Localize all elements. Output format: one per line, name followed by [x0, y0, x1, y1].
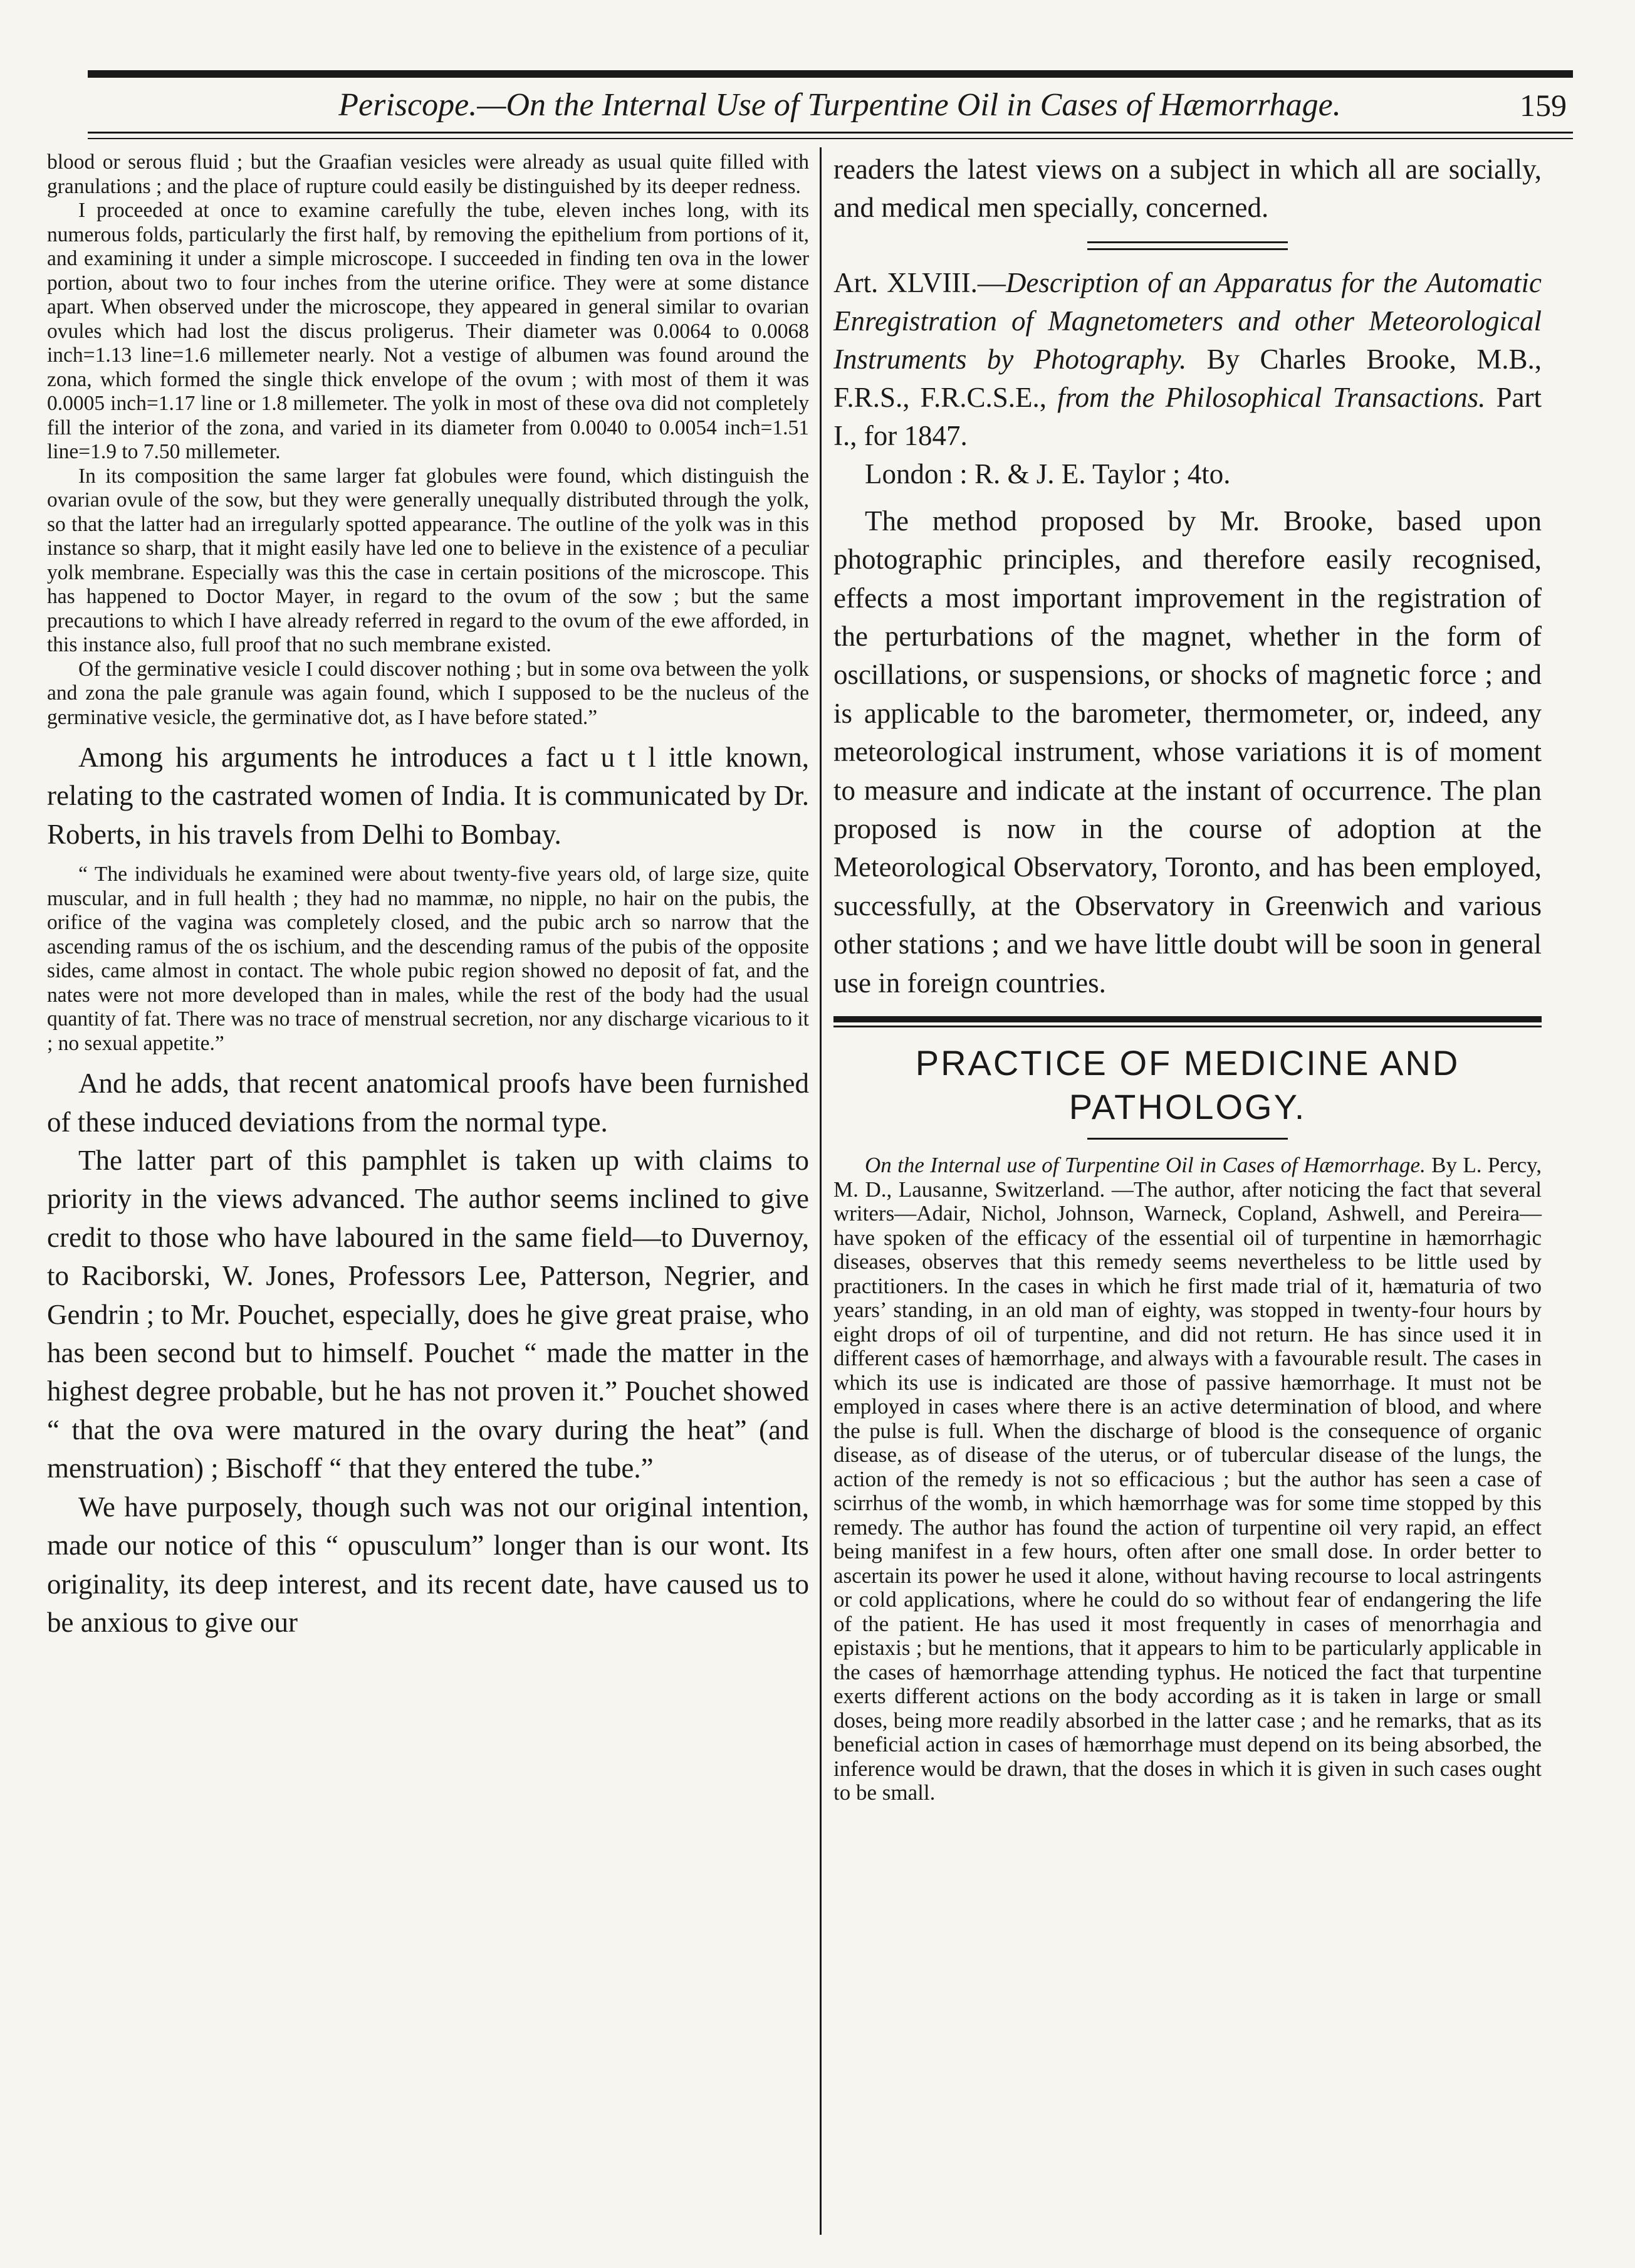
article-from: from: [1057, 381, 1110, 413]
section-rule: [833, 1016, 1542, 1022]
header-rule-2: [88, 138, 1573, 139]
article-label: Art. XLVIII.—: [833, 266, 1006, 298]
abstract-body: —The author, after noticing the fact that several writers—Adair, Nichol, Johnson, Warneck, Copland, Ashwell, and Pereira—have spoken of the efficacy of the essential oil of turpentine in hæmorrhagic diseases, observes that this remedy seems nevertheless to be little used by practitioners. In the cases in which he first made trial of it, hæmaturia of two years’ standing, in an old man of eighty, was stopped in twenty-four hours by eight drops of oil of turpentine, and did not return. He has since used it in different cases of hæmorrhage, and always with a favourable result. The cases in which its use is indicated are those of passive hæmorrhage. It must not be employed in cases where there is an active determination of blood, and where the pulse is full. When the discharge of blood is the consequence of organic disease, as of disease of the uterus, or of tubercular disease of the lungs, the action of the remedy is not so efficacious ; but the author has seen a case of scirrhus of the womb, in which hæmorrhage was for some time stopped by this remedy. The author has found the action of turpentine oil very rapid, an effect being manifest in a few hours, often after one small dose. In order better to ascertain its power he used it alone, without having recourse to local astringents or cold applications, where he could do so without fear of endangering the life of the patient. He has used it most frequently in cases of menorrhagia and epistaxis ; but he mentions, that it appears to him to be particularly applicable in the cases of hæmorrhage attending typhus. He noticed the fact that turpentine exerts different actions on the body according as it is taken in large or small doses, being more readily absorbed in the latter case ; and he remarks, that as its beneficial action in cases of hæmorrhage must depend on its being absorbed, the inference would be drawn, that the doses in which it is given in such cases ought to be small.: [833, 1177, 1542, 1805]
right-column: [833, 150, 1542, 1805]
running-head: Periscope.—On the Internal Use of Turpentine Oil in Cases of Hæmorrhage.: [338, 87, 1341, 123]
body-paragraph: And he adds, that recent anatomical proofs have been furnished of these induced deviations from the normal type.: [47, 1068, 809, 1138]
article-source: the Philosophical Transactions.: [1120, 381, 1486, 413]
article-publisher: London : R. & J. E. Taylor ; 4to.: [865, 458, 1231, 490]
body-paragraph: The latter part of this pamphlet is taken up with claims to priority in the views advanced. The author seems inclined to give credit to those who have laboured in the same field—to Duvernoy, to Raciborski, W. Jones, Professors Lee, Patterson, Negrier, and Gendrin ; to Mr. Pouchet, especially, does he give great praise, who has been second but to himself. Pouchet “ made the matter in the highest degree probable, but he has not proven it.” Pouchet showed “ that the ova were matured in the ovary during the heat” (and menstruation) ; Bischoff “ that they entered the tube.”: [47, 1145, 809, 1484]
quote-paragraph: I proceeded at once to examine carefully the tube, eleven inches long, with its numerous folds, particularly the first half, by removing the epithelium from portions of it, and examining it under a simple microscope. I succeeded in finding ten ova in the lower portion, about two to four inches from the uterine orifice. They were at some distance apart. When observed under the microscope, they appeared in general similar to ovarian ovules which had lost the discus proligerus. Their diameter was 0.0064 to 0.0068 inch=1.13 line=1.6 millemeter nearly. Not a vestige of albumen was found around the zona, which formed the single thick envelope of the ovum ; with most of them it was 0.0005 inch=1.17 line or 1.8 millemeter. The yolk in most of these ova did not completely fill the interior of the zona, and varied in its diameter from 0.0040 to 0.0054 inch=1.51 line=1.9 to 7.50 millemeter.: [47, 199, 809, 463]
article-by: By: [1206, 343, 1240, 375]
abstract-title: On the Internal use of Turpentine Oil in Cases of Hæmorrhage.: [865, 1153, 1426, 1178]
quote-paragraph: “ The individuals he examined were about twenty-five years old, of large size, quite muscular, and in full health ; they had no mammæ, no nipple, no hair on the pubis, the orifice of the vagina was completely closed, and the pubic arch so narrow that the ascending ramus of the os ischium, and the descending ramus of the pubis of the opposite sides, came almost in contact. The whole pubic region showed no deposit of fat, and the nates were not more developed than in males, while the rest of the body had the usual quantity of fat. There was no trace of menstrual secretion, nor any discharge vicarious to it ; no sexual appetite.”: [47, 863, 809, 1055]
section-heading: PRACTICE OF MEDICINE AND PATHOLOGY.: [915, 1043, 1460, 1127]
short-double-rule: [1087, 241, 1288, 250]
page-number: 159: [1520, 88, 1567, 123]
article-heading: [833, 264, 1542, 455]
quote-paragraph: In its composition the same larger fat globules were found, which distinguish the ovarian ovule of the sow, but they were generally unequally distributed through the yolk, so that the latter had an irregularly spotted appearance. The outline of the yolk was in this instance so sharp, that it might easily have led one to believe in the existence of a peculiar yolk membrane. Especially was this the case in certain positions of the microscope. This has happened to Doctor Mayer, in regard to the ovum of the sow ; but the same precautions to which I have already referred in regard to the ovum of the ewe afforded, in this instance also, full proof that no such membrane existed.: [47, 464, 809, 656]
header-rule: [88, 132, 1573, 134]
article-title: Description of an Apparatus for the Automatic Enregistration of Magnetometers and other Meteorological Instruments by Photography.: [833, 266, 1542, 375]
body-paragraph: We have purposely, though such was not our original intention, made our notice of this “ opusculum” longer than is our wont. Its originality, its deep interest, and its recent date, have caused us to be anxious to give our: [47, 1491, 809, 1638]
quote-paragraph: Of the germinative vesicle I could discover nothing ; but in some ova between the yolk and zona the pale granule was again found, which I supposed to be the nucleus of the germinative vesicle, the germinative dot, as I have before stated.”: [47, 657, 809, 729]
top-rule: [88, 70, 1573, 78]
body-paragraph: readers the latest views on a subject in which all are socially, and medical men specially, concerned.: [833, 154, 1542, 224]
body-paragraph: The method proposed by Mr. Brooke, based upon photographic principles, and therefore easily recognised, effects a most important improvement in the registration of the perturbations of the magnet, whether in the form of oscillations, or suspensions, or shocks of magnetic force ; and is applicable to the barometer, thermometer, or, indeed, any meteorological instrument, whose variations it is of moment to measure and indicate at the instant of occurrence. The plan proposed is now in the course of adoption at the Meteorological Observatory, Toronto, and has been employed, successfully, at the Observatory in Greenwich and various other stations ; and we have little doubt will be soon in general use in foreign countries.: [833, 505, 1542, 999]
column-divider: [820, 147, 822, 2235]
article-author: Charles Brooke, M.B., F.R.S., F.R.C.S.E.,: [833, 343, 1542, 413]
abstract-paragraph: [833, 1153, 1542, 1805]
quote-paragraph: blood or serous fluid ; but the Graafian vesicles were already as usual quite filled with granulations ; and the place of rupture could easily be distinguished by its deeper redness.: [47, 150, 809, 198]
abstract-byline: By L. Percy, M. D., Lausanne, Switzerland.: [833, 1153, 1542, 1202]
body-paragraph: Among his arguments he introduces a fact u t l ittle known, relating to the castrated women of India. It is communicated by Dr. Roberts, in his travels from Delhi to Bombay.: [47, 742, 809, 850]
article-part: Part I., for 1847.: [833, 381, 1542, 451]
left-column: [47, 150, 809, 1642]
